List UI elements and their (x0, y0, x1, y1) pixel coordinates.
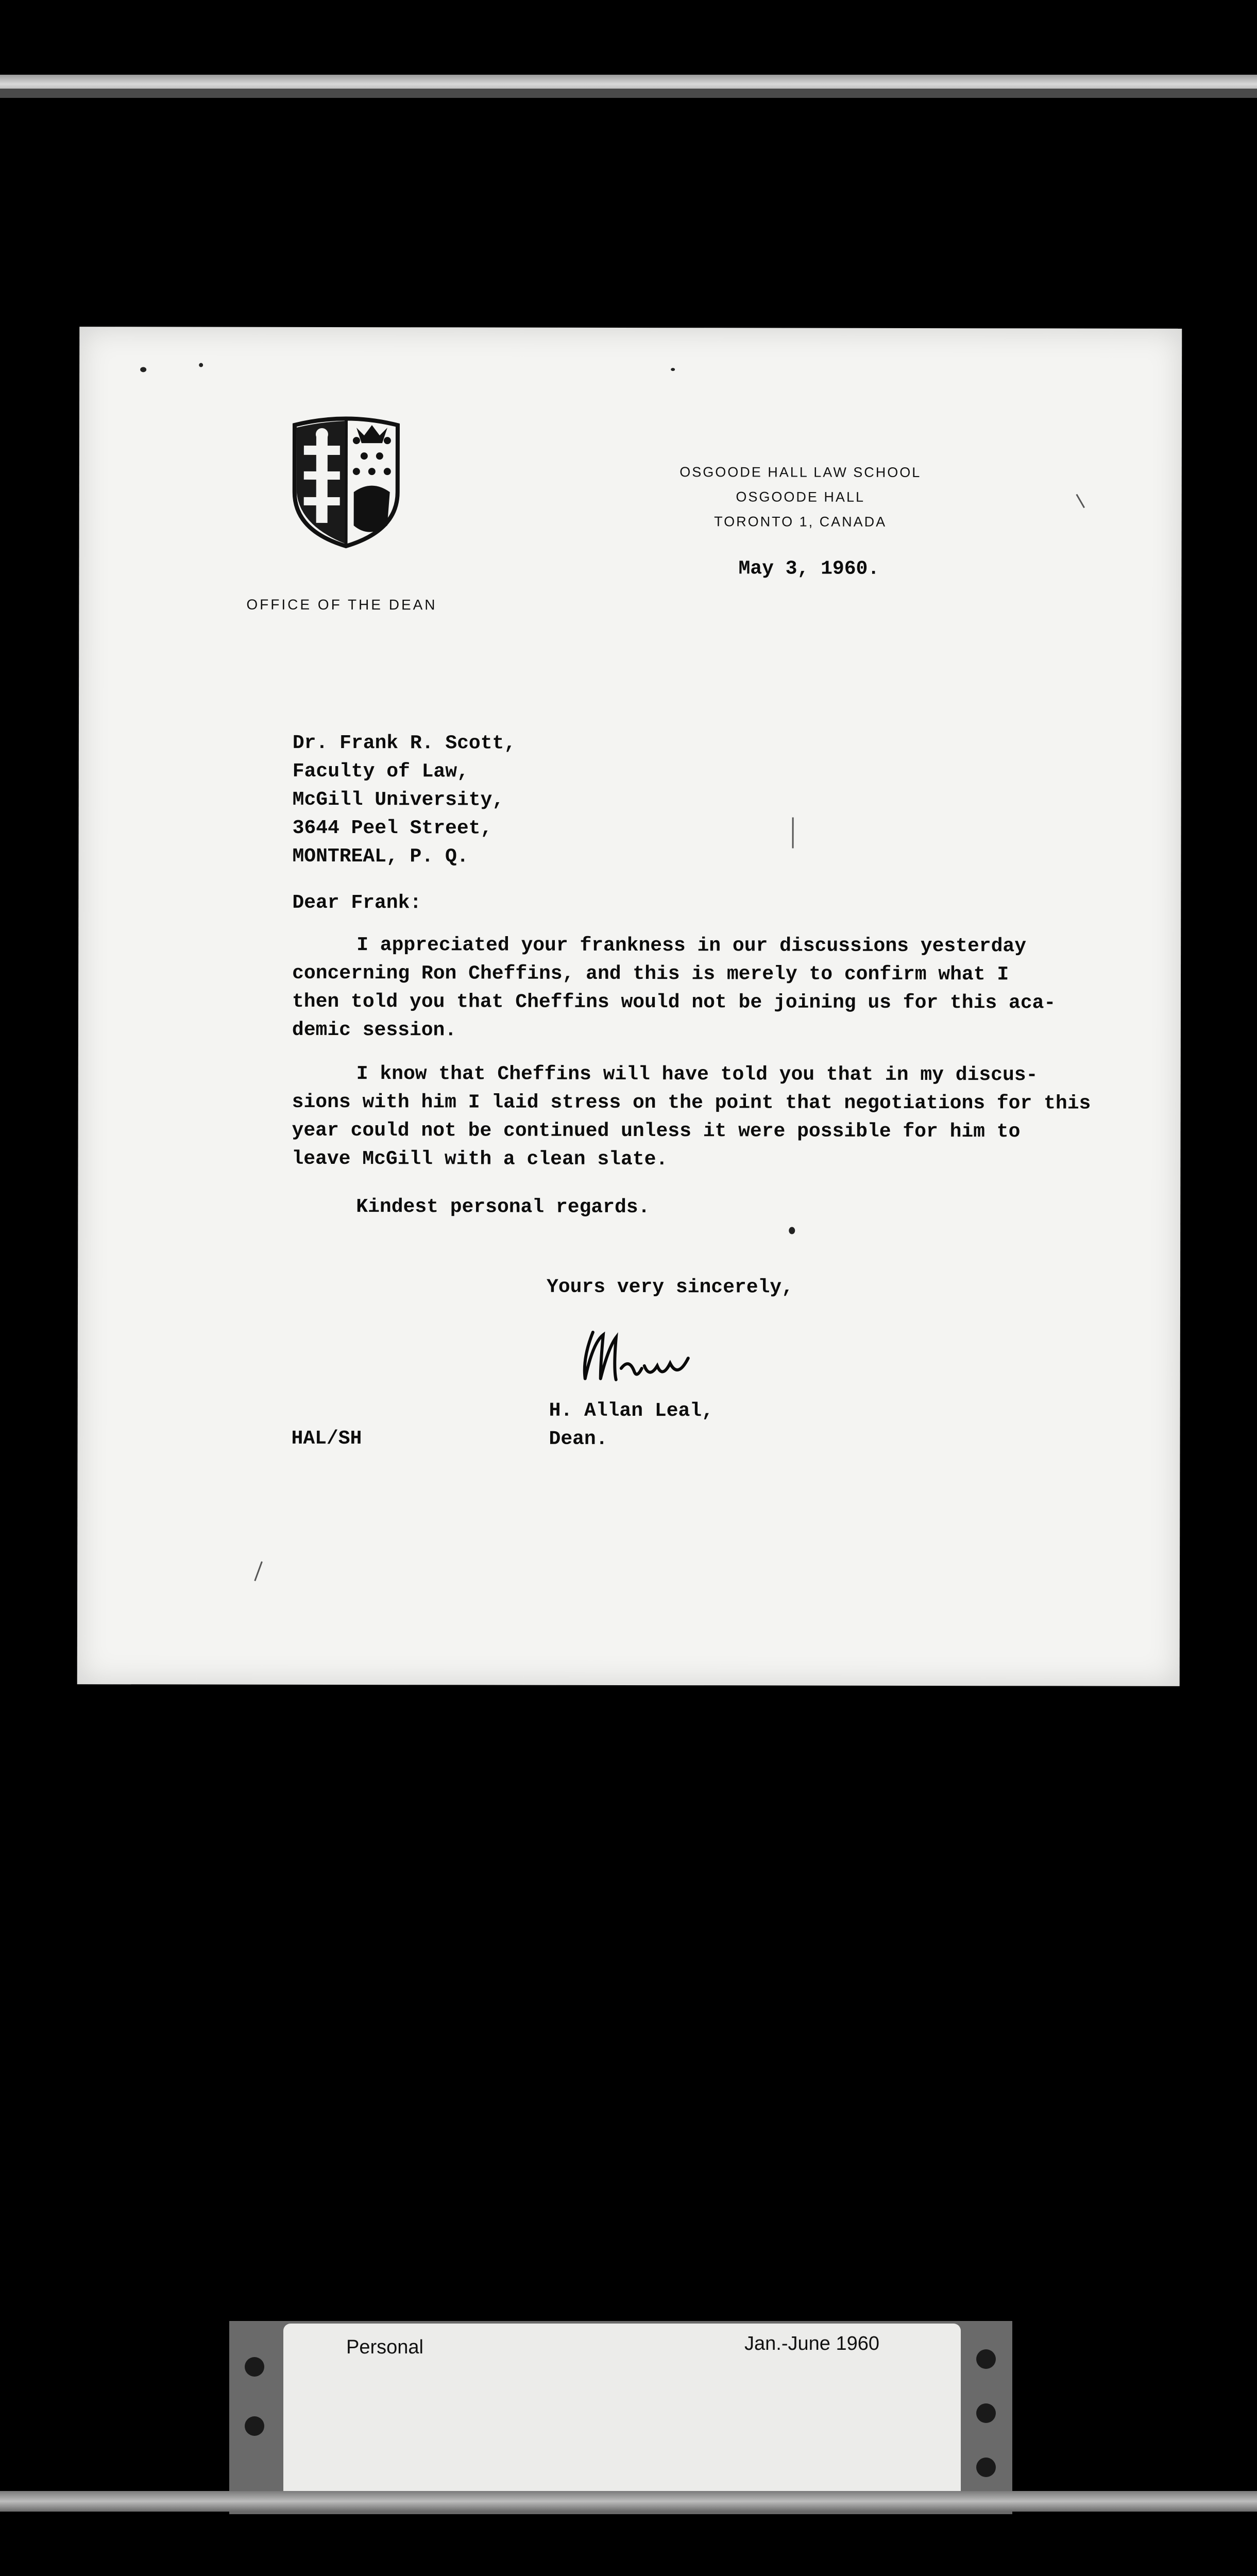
letterhead-hall: OSGOODE HALL (736, 489, 865, 505)
crest-icon (290, 415, 403, 549)
letter-date: May 3, 1960. (738, 557, 880, 580)
paragraph-line: I know that Cheffins will have told you that in my discus- (356, 1063, 1038, 1087)
signer-name: H. Allan Leal, (549, 1399, 714, 1422)
paper-speck (671, 368, 675, 371)
letter-sheet (77, 327, 1182, 1686)
folder-tab-label-left: Personal (346, 2336, 423, 2358)
letterhead (605, 460, 996, 534)
punch-hole (976, 2458, 996, 2477)
closing: Yours very sincerely, (547, 1276, 793, 1299)
paragraph-line: year could not be continued unless it were possible for him to (292, 1119, 1021, 1143)
address-line: Dr. Frank R. Scott, (292, 732, 516, 755)
address-line: MONTREAL, P. Q. (292, 845, 469, 868)
punch-hole (976, 2349, 996, 2369)
signer-title: Dean. (549, 1428, 608, 1450)
paper-scratch (254, 1561, 263, 1581)
paper-scratch (792, 818, 794, 849)
regards: Kindest personal regards. (356, 1196, 650, 1219)
paragraph-1 (292, 931, 1056, 1046)
salutation: Dear Frank: (292, 891, 422, 914)
punch-hole (976, 2403, 996, 2423)
reference-initials: HAL/SH (291, 1427, 362, 1450)
paragraph-line: sions with him I laid stress on the point that negotiations for this (292, 1091, 1091, 1115)
signature-mark (572, 1322, 706, 1399)
paper-speck (199, 363, 203, 367)
paragraph-line: I appreciated your frankness in our discussions yesterday (356, 934, 1027, 958)
address-line: McGill University, (292, 788, 504, 811)
recipient-address (292, 729, 516, 871)
address-line: 3644 Peel Street, (292, 817, 492, 840)
signer-block (549, 1397, 713, 1454)
paper-speck (140, 367, 146, 372)
paragraph-line: demic session. (292, 1019, 457, 1042)
paper-speck (789, 1227, 795, 1234)
office-of-the-dean: OFFICE OF THE DEAN (246, 596, 437, 613)
address-line: Faculty of Law, (292, 760, 469, 783)
film-strip-bottom (0, 2491, 1257, 2512)
paragraph-line: concerning Ron Cheffins, and this is merely to confirm what I (292, 962, 1009, 986)
letterhead-city: TORONTO 1, CANADA (714, 514, 887, 530)
paragraph-line: then told you that Cheffins would not be joining us for this aca- (292, 990, 1056, 1014)
letterhead-school: OSGOODE HALL LAW SCHOOL (680, 464, 922, 480)
paper-scratch (1076, 494, 1085, 509)
punch-hole (245, 2416, 264, 2436)
paragraph-line: leave McGill with a clean slate. (292, 1147, 668, 1171)
punch-hole (245, 2357, 264, 2377)
film-strip-top-shadow (0, 89, 1257, 98)
folder-tab-label-right: Jan.-June 1960 (744, 2333, 879, 2354)
paragraph-2 (292, 1060, 1091, 1175)
